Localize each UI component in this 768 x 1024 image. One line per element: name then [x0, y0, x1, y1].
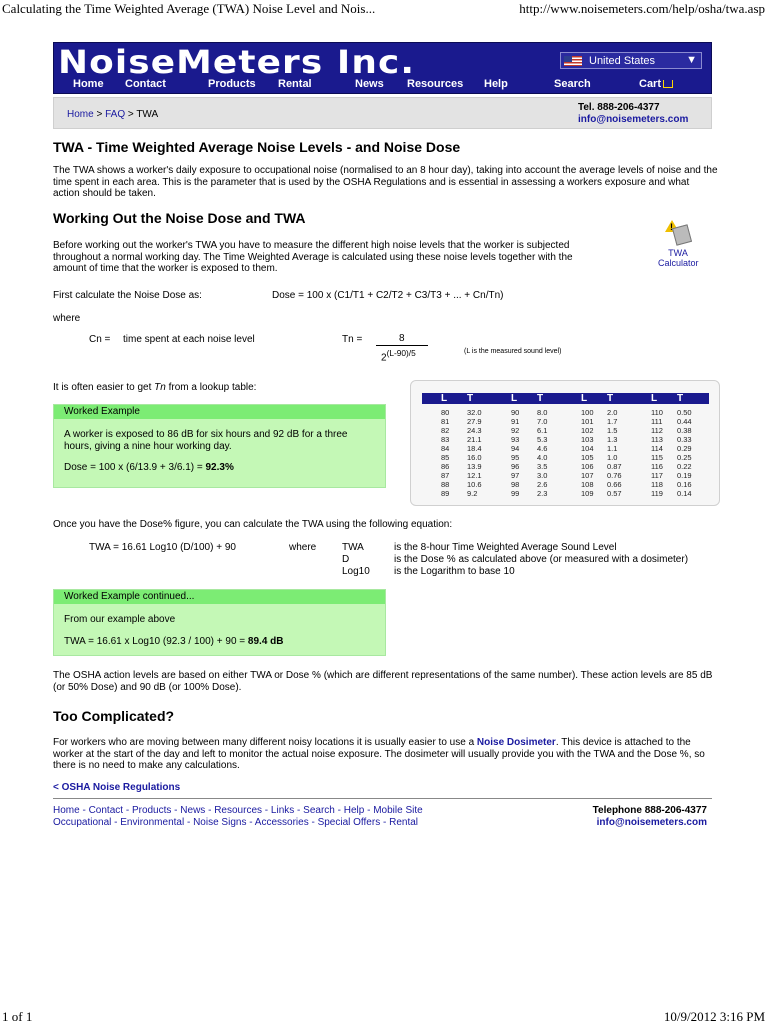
country-label: United States: [589, 55, 656, 67]
footer-link-occupational[interactable]: Occupational: [53, 817, 112, 828]
nav-cart-label: Cart: [639, 78, 662, 90]
table-cell-time: 32.0: [467, 408, 482, 417]
table-cell-time: 0.44: [677, 417, 692, 426]
table-cell-level: 87: [441, 471, 450, 480]
lookup-table: [410, 380, 720, 506]
table-cell-level: 113: [651, 435, 663, 444]
table-cell-level: 107: [581, 471, 594, 480]
footer-link-contact[interactable]: Contact: [88, 805, 124, 816]
twa-where: where: [289, 542, 317, 553]
lookup-text-c: from a lookup table:: [165, 382, 257, 393]
table-cell-level: 93: [511, 435, 520, 444]
intro-paragraph: The TWA shows a worker's daily exposure to occupational noise (normalised to an 8 hour day), taking into account the average levels of noise and the time spent in each area. This is the parameter that is used by the OSHA Regulations and is essential in assessing a workers exposure and what action should be taken.: [53, 165, 718, 199]
table-header-l: L: [581, 393, 588, 404]
footer-link-rental[interactable]: Rental: [389, 817, 418, 828]
footer-link-environmental[interactable]: Environmental: [120, 817, 185, 828]
table-header-t: T: [607, 393, 614, 404]
table-cell-level: 109: [581, 489, 594, 498]
table-cell-level: 83: [441, 435, 450, 444]
table-cell-time: 1.7: [607, 417, 618, 426]
footer-separator: -: [205, 805, 215, 816]
table-cell-level: 112: [651, 426, 663, 435]
table-cell-time: 6.1: [537, 426, 548, 435]
footer-separator: -: [308, 817, 318, 828]
worked-example-box: [53, 404, 386, 488]
lookup-text: [53, 382, 256, 393]
site-logo[interactable]: NoiseMeters Inc.: [58, 43, 416, 81]
table-header-l: L: [441, 393, 448, 404]
noise-dosimeter-link[interactable]: Noise Dosimeter: [476, 737, 556, 748]
worked-example-twa: [64, 636, 284, 648]
footer-separator: -: [262, 805, 271, 816]
osha-regulations-link[interactable]: < OSHA Noise Regulations: [53, 782, 181, 793]
footer-link-news[interactable]: News: [180, 805, 206, 816]
twa-formula: TWA = 16.61 Log10 (D/100) + 90: [89, 542, 236, 553]
footer-link-resources[interactable]: Resources: [214, 805, 263, 816]
table-cell-time: 21.1: [467, 435, 482, 444]
lookup-text-a: It is often easier to get: [53, 382, 155, 393]
section-heading-noise-dose: Working Out the Noise Dose and TWA: [53, 210, 306, 226]
table-cell-time: 5.3: [537, 435, 548, 444]
worked-example-header: Worked Example: [54, 405, 385, 419]
main-nav: [53, 76, 712, 94]
footer-link-products[interactable]: Products: [131, 805, 172, 816]
table-cell-level: 118: [651, 480, 663, 489]
footer-link-help[interactable]: Help: [343, 805, 365, 816]
table-cell-time: 0.50: [677, 408, 692, 417]
twa-calculator-label-1: TWA: [668, 248, 688, 258]
table-cell-level: 81: [441, 417, 450, 426]
footer-separator: -: [364, 805, 374, 816]
table-cell-level: 101: [581, 417, 594, 426]
table-cell-time: 0.57: [607, 489, 622, 498]
nav-contact[interactable]: Contact: [125, 78, 166, 90]
footer-link-special-offers[interactable]: Special Offers: [317, 817, 381, 828]
table-cell-time: 27.9: [467, 417, 482, 426]
nav-home[interactable]: Home: [73, 78, 104, 90]
lookup-text-tn: Tn: [154, 382, 166, 393]
table-cell-time: 2.6: [537, 480, 548, 489]
table-cell-level: 95: [511, 453, 520, 462]
header-email[interactable]: info@noisemeters.com: [578, 114, 689, 125]
table-cell-level: 111: [651, 417, 663, 426]
table-cell-time: 0.66: [607, 480, 622, 489]
worked-example-continued-box: [53, 589, 386, 656]
table-header-t: T: [467, 393, 474, 404]
breadcrumb-current: TWA: [136, 109, 159, 120]
table-cell-level: 119: [651, 489, 663, 498]
table-header-t: T: [537, 393, 544, 404]
table-header-l: L: [651, 393, 658, 404]
footer-phone: Telephone 888-206-4377: [592, 805, 707, 816]
osha-regulations-link-wrap: [53, 782, 180, 793]
print-title: Calculating the Time Weighted Average (TWA) Noise Level and Nois...: [2, 1, 376, 16]
table-cell-level: 100: [581, 408, 594, 417]
breadcrumb-faq[interactable]: FAQ: [105, 109, 126, 120]
footer-links-row-1: [53, 805, 423, 816]
print-datetime: 10/9/2012 3:16 PM: [663, 1009, 765, 1024]
nav-products[interactable]: Products: [208, 78, 256, 90]
cn-label: Cn =: [89, 334, 111, 345]
table-cell-level: 86: [441, 462, 450, 471]
table-cell-time: 9.2: [467, 489, 478, 498]
table-cell-level: 108: [581, 480, 594, 489]
tn-label: Tn =: [342, 334, 363, 345]
worked-example-continued-text: From our example above: [64, 614, 176, 625]
footer-email[interactable]: info@noisemeters.com: [596, 817, 707, 828]
worked-example-dose: [64, 462, 234, 474]
table-header-l: L: [511, 393, 518, 404]
table-cell-time: 8.0: [537, 408, 548, 417]
worked-example-text: A worker is exposed to 86 dB for six hours and 92 dB for a three hours, giving a nine hour working day.: [64, 429, 348, 452]
table-cell-time: 4.0: [537, 453, 548, 462]
tn-note: (L is the measured sound level): [464, 348, 562, 355]
table-cell-time: 0.29: [677, 444, 692, 453]
twa-intro: Once you have the Dose% figure, you can calculate the TWA using the following equation:: [53, 519, 453, 530]
table-cell-level: 117: [651, 471, 663, 480]
country-select[interactable]: [560, 52, 702, 69]
worked-example-twa-result: 89.4 dB: [247, 636, 284, 647]
table-header-t: T: [677, 393, 684, 404]
table-cell-time: 24.3: [467, 426, 482, 435]
nav-help[interactable]: Help: [484, 78, 508, 90]
table-cell-level: 97: [511, 471, 520, 480]
footer-link-home[interactable]: Home: [53, 805, 80, 816]
footer-link-links[interactable]: Links: [270, 805, 295, 816]
section2-text-b: . This device is attached to the worker at the start of the day and left to monitor the actual noise exposure. The dosimeter will usually provide you with the TWA and the Dose %, so there is no need to make any calculations.: [53, 737, 705, 771]
table-cell-time: 3.5: [537, 462, 548, 471]
fraction-line: [376, 345, 428, 346]
nav-resources[interactable]: Resources: [407, 78, 464, 90]
def-desc-log10: is the Logarithm to base 10: [394, 566, 515, 577]
table-cell-level: 103: [581, 435, 594, 444]
worked-example-dose-result: 92.3%: [205, 462, 234, 473]
table-cell-level: 106: [581, 462, 594, 471]
table-cell-level: 98: [511, 480, 520, 489]
table-cell-level: 90: [511, 408, 520, 417]
footer-separator: -: [171, 805, 181, 816]
cart-icon: [663, 80, 673, 88]
table-cell-time: 1.5: [607, 426, 618, 435]
footer-separator: -: [184, 817, 194, 828]
tn-denominator: [381, 348, 416, 363]
def-desc-twa: is the 8-hour Time Weighted Average Sound Level: [394, 542, 617, 553]
lookup-table-header: [422, 393, 709, 404]
dropdown-arrow-icon: ▼: [686, 54, 697, 66]
footer-link-search[interactable]: Search: [303, 805, 335, 816]
table-cell-time: 2.3: [537, 489, 548, 498]
worked-example-twa-formula: TWA = 16.61 x Log10 (92.3 / 100) + 90 =: [64, 636, 248, 647]
section2-paragraph: [53, 737, 718, 772]
table-cell-level: 82: [441, 426, 450, 435]
def-term-twa: TWA: [342, 542, 364, 553]
breadcrumb-home[interactable]: Home: [67, 109, 94, 120]
tn-denominator-exponent: (L-90)/5: [386, 348, 416, 358]
print-page-number: 1 of 1: [2, 1009, 33, 1024]
table-cell-level: 92: [511, 426, 520, 435]
table-cell-time: 2.0: [607, 408, 618, 417]
table-cell-time: 3.0: [537, 471, 548, 480]
table-cell-level: 99: [511, 489, 520, 498]
nav-rental[interactable]: Rental: [278, 78, 312, 90]
footer-separator: -: [111, 817, 121, 828]
section2-text-a: For workers who are moving between many different noisy locations it is usually easier to use a: [53, 737, 477, 748]
table-cell-level: 94: [511, 444, 520, 453]
table-cell-time: 0.22: [677, 462, 692, 471]
nav-news[interactable]: News: [355, 78, 384, 90]
print-url: http://www.noisemeters.com/help/osha/twa.asp: [519, 1, 765, 16]
section-heading-too-complicated: Too Complicated?: [53, 708, 175, 724]
footer-link-noise-signs[interactable]: Noise Signs: [193, 817, 247, 828]
table-cell-time: 0.16: [677, 480, 692, 489]
table-cell-level: 91: [511, 417, 520, 426]
footer-separator: -: [123, 805, 132, 816]
table-cell-time: 0.87: [607, 462, 622, 471]
footer-separator: -: [380, 817, 390, 828]
table-cell-level: 102: [581, 426, 594, 435]
table-cell-time: 18.4: [467, 444, 482, 453]
table-cell-level: 116: [651, 462, 663, 471]
footer-link-accessories[interactable]: Accessories: [254, 817, 309, 828]
table-cell-level: 89: [441, 489, 450, 498]
table-cell-level: 96: [511, 462, 520, 471]
first-calc-label: First calculate the Noise Dose as:: [53, 290, 202, 301]
footer-separator: -: [79, 805, 89, 816]
table-cell-level: 88: [441, 480, 450, 489]
table-cell-time: 16.0: [467, 453, 482, 462]
footer-separator: -: [334, 805, 344, 816]
table-cell-level: 105: [581, 453, 594, 462]
def-term-log10: Log10: [342, 566, 370, 577]
table-cell-time: 0.14: [677, 489, 692, 498]
table-cell-time: 10.6: [467, 480, 482, 489]
table-cell-level: 104: [581, 444, 594, 453]
worked-example-dose-formula: Dose = 100 x (6/13.9 + 3/6.1) =: [64, 462, 206, 473]
nav-cart[interactable]: [639, 78, 673, 90]
cn-description: time spent at each noise level: [123, 334, 255, 345]
worked-example-continued-header: Worked Example continued...: [54, 590, 385, 604]
table-cell-time: 0.38: [677, 426, 692, 435]
table-cell-level: 114: [651, 444, 663, 453]
where-label: where: [53, 313, 81, 324]
table-cell-time: 13.9: [467, 462, 482, 471]
twa-calculator-label-2: Calculator: [658, 258, 699, 268]
dose-formula: Dose = 100 x (C1/T1 + C2/T2 + C3/T3 + ... + Cn/Tn): [272, 290, 504, 301]
calculator-icon: [665, 220, 691, 244]
table-cell-level: 85: [441, 453, 450, 462]
footer-divider: [53, 798, 712, 799]
header-phone: Tel. 888-206-4377: [578, 102, 660, 113]
table-cell-time: 12.1: [467, 471, 482, 480]
table-cell-time: 1.3: [607, 435, 618, 444]
us-flag-icon: [564, 56, 582, 66]
table-cell-level: 80: [441, 408, 450, 417]
table-cell-level: 115: [651, 453, 663, 462]
breadcrumb-sep: >: [125, 109, 137, 120]
table-cell-time: 0.25: [677, 453, 692, 462]
table-cell-level: 84: [441, 444, 450, 453]
table-cell-time: 1.0: [607, 453, 618, 462]
footer-separator: -: [246, 817, 255, 828]
breadcrumb-sep: >: [93, 109, 106, 120]
footer-link-mobile-site[interactable]: Mobile Site: [373, 805, 423, 816]
table-cell-time: 1.1: [607, 444, 618, 453]
table-cell-time: 0.19: [677, 471, 692, 480]
osha-paragraph: The OSHA action levels are based on either TWA or Dose % (which are different representations of the same number). These action levels are 85 dB (or 50% Dose) and 90 dB (or 100% Dose).: [53, 670, 713, 693]
def-desc-d: is the Dose % as calculated above (or measured with a dosimeter): [394, 554, 689, 565]
def-term-d: D: [342, 554, 350, 565]
table-cell-time: 7.0: [537, 417, 548, 426]
footer-separator: -: [294, 805, 304, 816]
table-cell-time: 0.76: [607, 471, 622, 480]
page-title: TWA - Time Weighted Average Noise Levels - and Noise Dose: [53, 139, 461, 155]
tn-numerator: 8: [399, 333, 405, 344]
tn-denominator-base: 2: [381, 352, 387, 364]
section1-paragraph: Before working out the worker's TWA you have to measure the different high noise levels that the worker is subjected throughout a normal working day. The Time Weighted Average is calculated using these noise levels together with the amount of time that the worker is exposed to them.: [53, 240, 573, 274]
table-cell-time: 0.33: [677, 435, 692, 444]
table-cell-level: 110: [651, 408, 663, 417]
nav-search[interactable]: Search: [554, 78, 591, 90]
footer-links-row-2: [53, 817, 418, 828]
twa-calculator-link[interactable]: [658, 220, 698, 268]
table-cell-time: 4.6: [537, 444, 548, 453]
breadcrumb: [67, 109, 158, 120]
